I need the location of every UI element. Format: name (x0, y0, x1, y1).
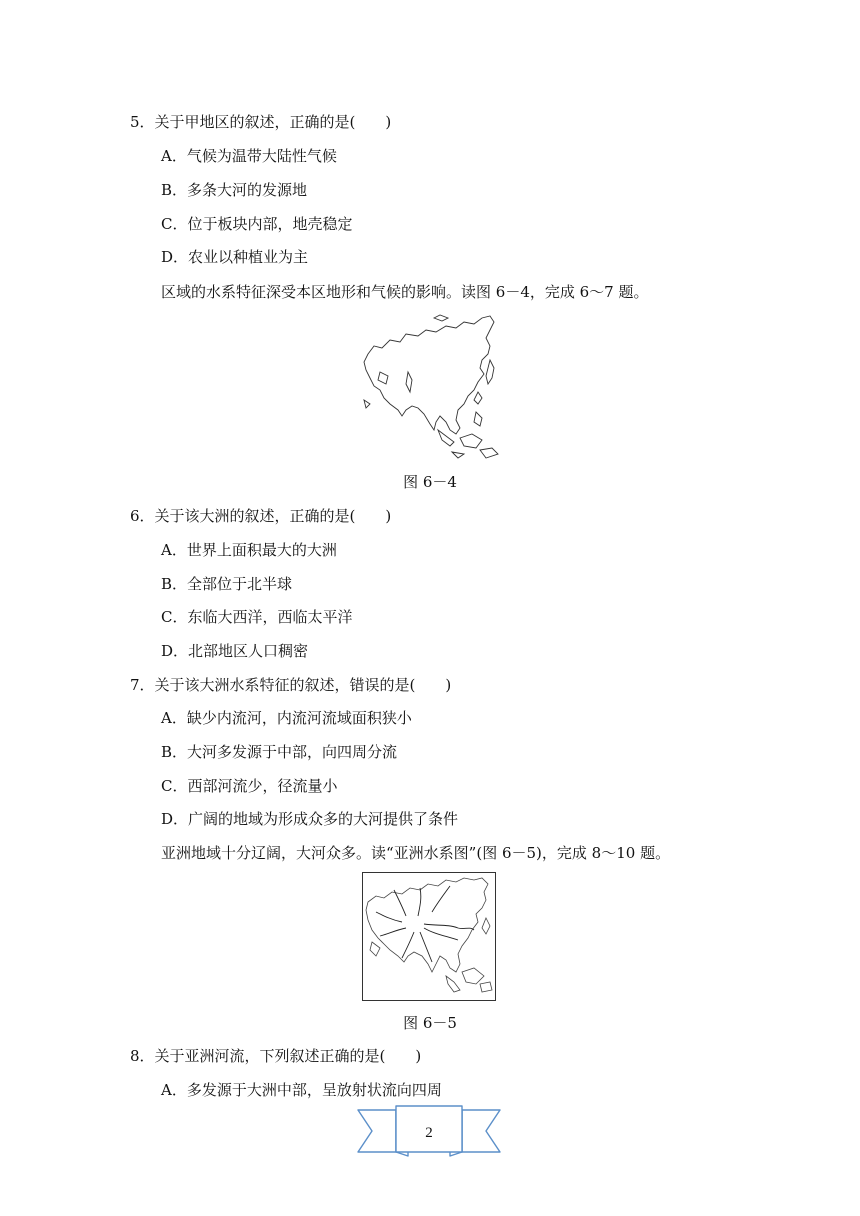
question-6-option-b: B．全部位于北半球 (161, 575, 293, 593)
question-5-option-d: D．农业以种植业为主 (161, 248, 309, 266)
question-5-option-b: B．多条大河的发源地 (161, 181, 308, 199)
question-6-option-d: D．北部地区人口稠密 (161, 642, 309, 660)
asia-outline-map (360, 312, 502, 462)
question-6-option-a: A．世界上面积最大的大洲 (161, 541, 337, 559)
question-7-option-d: D．广阔的地域为形成众多的大河提供了条件 (161, 810, 459, 828)
question-5-option-a: A．气候为温带大陆性气候 (161, 147, 337, 165)
question-7-stem: 7．关于该大洲水系特征的叙述，错误的是( ) (130, 676, 452, 694)
question-5-stem: 5．关于甲地区的叙述，正确的是( ) (130, 113, 392, 131)
question-7-option-a: A．缺少内流河，内流河流域面积狭小 (161, 709, 412, 727)
question-8-option-a: A．多发源于大洲中部，呈放射状流向四周 (161, 1081, 442, 1099)
intro-paragraph-8-10: 亚洲地域十分辽阔，大河众多。读“亚洲水系图”(图 6－5)，完成 8～10 题。 (161, 844, 671, 862)
question-6-stem: 6．关于该大洲的叙述，正确的是( ) (130, 507, 392, 525)
page-number-ribbon (356, 1104, 502, 1162)
intro-paragraph-6-7: 区域的水系特征深受本区地形和气候的影响。读图 6－4，完成 6～7 题。 (161, 283, 649, 301)
page-number: 2 (425, 1125, 433, 1141)
question-6-option-c: C．东临大西洋，西临太平洋 (161, 608, 353, 626)
question-8-stem: 8．关于亚洲河流，下列叙述正确的是( ) (130, 1047, 422, 1065)
question-5-option-c: C．位于板块内部，地壳稳定 (161, 215, 353, 233)
asia-river-system-map (362, 872, 496, 1002)
question-7-option-c: C．西部河流少，径流量小 (161, 777, 338, 795)
question-7-option-b: B．大河多发源于中部，向四周分流 (161, 743, 398, 761)
figure-6-5-caption: 图 6－5 (403, 1014, 457, 1032)
figure-6-4-caption: 图 6－4 (403, 473, 457, 491)
